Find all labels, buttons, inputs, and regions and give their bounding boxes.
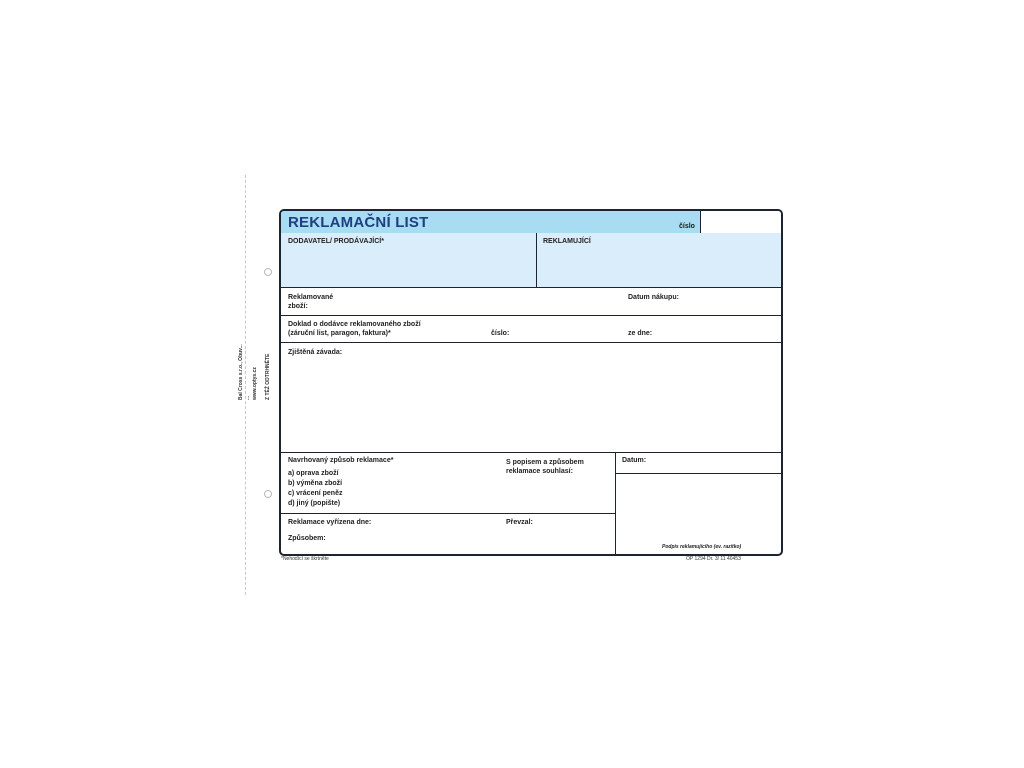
- received-label: Převzal:: [506, 519, 533, 526]
- signature-label: Podpis reklamujícího (ev. razítko): [662, 544, 742, 550]
- side-address: ...: [245, 395, 251, 400]
- divider: [281, 452, 781, 453]
- proof-number-label: číslo:: [491, 330, 510, 337]
- side-imprint: [238, 344, 272, 400]
- punch-hole: [264, 490, 272, 498]
- complaint-form: [279, 209, 783, 556]
- side-web: www.optys.cz: [252, 367, 258, 400]
- agree-label: S popisem a způsobem reklamace souhlasí:: [506, 459, 584, 475]
- proof-date-label: ze dne:: [628, 330, 653, 337]
- defect-field[interactable]: [282, 358, 779, 450]
- defect-label: Zjištěná závada:: [288, 349, 343, 356]
- claimant-field[interactable]: [538, 247, 779, 286]
- claimant-label: REKLAMUJÍCÍ: [543, 238, 591, 245]
- number-field[interactable]: [700, 211, 782, 233]
- side-warning: Z TĚŽ ODTRHNĚTE: [265, 353, 271, 400]
- divider: [615, 473, 781, 474]
- punch-hole: [264, 268, 272, 276]
- date-label: Datum:: [622, 457, 647, 464]
- goods-label: Reklamované zboží:: [288, 294, 334, 310]
- form-title: REKLAMAČNÍ LIST: [288, 214, 429, 231]
- supplier-label: DODAVATEL/ PRODÁVAJÍCÍ*: [288, 238, 384, 245]
- divider: [281, 513, 615, 514]
- footer-code: OP 1294 Dr. 3/ 11 40453: [686, 556, 741, 562]
- resolved-label: Reklamace vyřízena dne:: [288, 519, 372, 526]
- option-d: d) jiný (popište): [288, 500, 341, 507]
- divider: [281, 315, 781, 316]
- title-bar: [281, 211, 700, 233]
- signature-field[interactable]: [617, 475, 779, 541]
- goods-field[interactable]: [341, 289, 621, 313]
- method-label: Navrhovaný způsob reklamace*: [288, 457, 394, 464]
- supplier-field[interactable]: [282, 247, 534, 286]
- side-company: Bal Cross s.r.o., Obuv...: [238, 344, 244, 400]
- divider: [281, 287, 781, 288]
- number-label: číslo: [679, 223, 695, 230]
- purchase-date-label: Datum nákupu:: [628, 294, 679, 301]
- option-c: c) vrácení peněz: [288, 490, 343, 497]
- footer-note: *Nehodící se škrtněte: [281, 556, 329, 562]
- option-b: b) výměna zboží: [288, 480, 343, 487]
- divider: [281, 342, 781, 343]
- proof-label: Doklad o dodávce reklamovaného zboží (záruční list, paragon, faktura)*: [288, 321, 421, 337]
- divider: [615, 452, 616, 554]
- way-label: Způsobem:: [288, 535, 326, 542]
- divider: [536, 233, 537, 287]
- option-a: a) oprava zboží: [288, 470, 339, 477]
